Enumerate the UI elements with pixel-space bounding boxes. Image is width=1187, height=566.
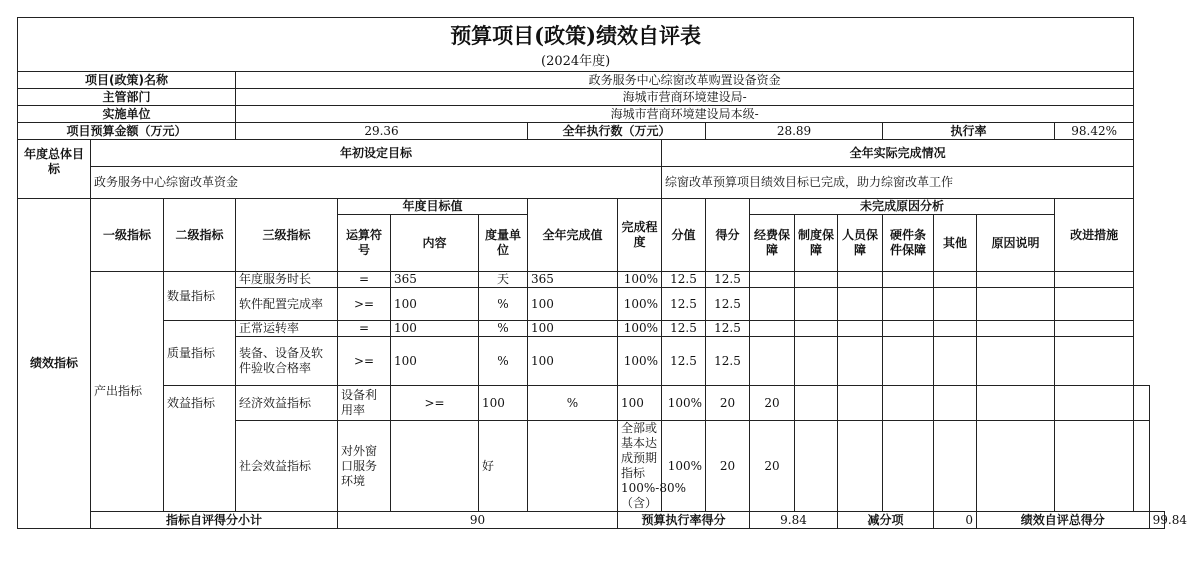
header-level2: 二级指标	[164, 199, 236, 272]
header-staff: 人员保障	[838, 215, 883, 272]
row-degree: 100%	[662, 386, 706, 421]
row-name: 年度服务时长	[236, 272, 338, 288]
cell-empty	[883, 337, 934, 386]
row-actual: 100	[528, 321, 618, 337]
row-actual: 100	[618, 386, 662, 421]
deduct-label: 减分项	[838, 512, 934, 529]
cell-empty	[838, 288, 883, 321]
row-score: 20	[706, 386, 750, 421]
row-got: 12.5	[706, 272, 750, 288]
row-content: 100	[391, 337, 479, 386]
cell-empty	[795, 288, 838, 321]
row-got: 12.5	[706, 337, 750, 386]
cell-empty	[1134, 386, 1149, 421]
perf-indicators-label: 绩效指标	[18, 199, 91, 529]
row-score: 12.5	[662, 288, 706, 321]
row-unit: 天	[479, 272, 528, 288]
header-improve: 改进措施	[1055, 199, 1134, 272]
header-op: 运算符号	[338, 215, 391, 272]
subtotal-label: 指标自评得分小计	[91, 512, 338, 529]
header-score: 分值	[662, 199, 706, 272]
header-content: 内容	[391, 215, 479, 272]
row-score: 12.5	[662, 272, 706, 288]
exec-rate: 98.42%	[1055, 123, 1134, 140]
cell-empty	[883, 386, 934, 421]
header-funding: 经费保障	[750, 215, 795, 272]
row-actual: 100	[528, 288, 618, 321]
initial-goal-label: 年初设定目标	[91, 140, 662, 167]
unit-label: 实施单位	[18, 106, 236, 123]
cell-empty	[934, 386, 977, 421]
dept-value: 海城市营商环境建设局-	[236, 89, 1134, 106]
row-score: 20	[706, 421, 750, 512]
fiscal-year: (2024年度)	[541, 54, 611, 69]
row-content: 好	[479, 421, 528, 512]
row-degree: 100%	[618, 321, 662, 337]
cell-empty	[883, 321, 934, 337]
self-evaluation-form	[17, 17, 1187, 529]
row-unit	[528, 421, 618, 512]
cell-empty	[838, 272, 883, 288]
header-reason: 原因说明	[977, 215, 1055, 272]
total-value: 99.84	[1149, 512, 1164, 529]
row-name: 对外窗口服务环境	[338, 421, 391, 512]
row-got: 20	[750, 386, 795, 421]
row-op	[391, 421, 479, 512]
cell-empty	[750, 288, 795, 321]
row-degree: 100%	[618, 288, 662, 321]
row-unit: %	[479, 337, 528, 386]
budget-amount: 29.36	[236, 123, 528, 140]
group-economic: 经济效益指标	[236, 386, 338, 421]
cell-empty	[977, 321, 1055, 337]
row-got: 20	[750, 421, 795, 512]
group-quality: 质量指标	[164, 321, 236, 386]
cell-empty	[977, 386, 1055, 421]
cell-empty	[1055, 272, 1134, 288]
page-title: 预算项目(政策)绩效自评表	[450, 23, 702, 48]
row-content: 365	[391, 272, 479, 288]
cell-empty	[934, 288, 977, 321]
header-level3: 三级指标	[236, 199, 338, 272]
row-op: =	[338, 272, 391, 288]
group-output: 产出指标	[91, 272, 164, 512]
dept-label: 主管部门	[18, 89, 236, 106]
cell-empty	[977, 337, 1055, 386]
cell-empty	[934, 337, 977, 386]
row-score: 12.5	[662, 321, 706, 337]
row-got: 12.5	[706, 321, 750, 337]
row-actual: 365	[528, 272, 618, 288]
cell-empty	[1055, 288, 1134, 321]
cell-empty	[883, 421, 934, 512]
row-unit: %	[479, 288, 528, 321]
row-actual: 全部或基本达成预期指标100%-80%（含）	[618, 421, 662, 512]
cell-empty	[838, 337, 883, 386]
row-name: 设备利用率	[338, 386, 391, 421]
cell-empty	[934, 421, 977, 512]
cell-empty	[934, 272, 977, 288]
exec-amount-label: 全年执行数（万元）	[528, 123, 706, 140]
header-degree: 完成程度	[618, 199, 662, 272]
group-benefit: 效益指标	[164, 386, 236, 512]
cell-empty	[750, 272, 795, 288]
cell-empty	[795, 272, 838, 288]
row-degree: 100%	[618, 272, 662, 288]
group-social: 社会效益指标	[236, 421, 338, 512]
project-name: 政务服务中心综窗改革购置设备资金	[236, 72, 1134, 89]
row-score: 12.5	[662, 337, 706, 386]
header-got: 得分	[706, 199, 750, 272]
unit-value: 海城市营商环境建设局本级-	[236, 106, 1134, 123]
cell-empty	[838, 421, 883, 512]
row-degree: 100%	[662, 421, 706, 512]
evaluation-table	[17, 17, 1187, 529]
row-content: 100	[479, 386, 528, 421]
cell-empty	[795, 386, 838, 421]
row-actual: 100	[528, 337, 618, 386]
cell-empty	[883, 272, 934, 288]
row-content: 100	[391, 288, 479, 321]
group-quantity: 数量指标	[164, 272, 236, 321]
cell-empty	[977, 288, 1055, 321]
cell-empty	[934, 321, 977, 337]
row-name: 软件配置完成率	[236, 288, 338, 321]
cell-empty	[838, 386, 883, 421]
deduct-value: 0	[934, 512, 977, 529]
row-degree: 100%	[618, 337, 662, 386]
cell-empty	[1055, 321, 1134, 337]
budget-score-label: 预算执行率得分	[618, 512, 750, 529]
cell-empty	[838, 321, 883, 337]
cell-empty	[750, 337, 795, 386]
header-hardware: 硬件条件保障	[883, 215, 934, 272]
header-level1: 一级指标	[91, 199, 164, 272]
row-got: 12.5	[706, 288, 750, 321]
cell-empty	[795, 421, 838, 512]
budget-score-value: 9.84	[750, 512, 838, 529]
header-system: 制度保障	[795, 215, 838, 272]
cell-empty	[1055, 421, 1134, 512]
row-unit: %	[479, 321, 528, 337]
actual-goal: 综窗改革预算项目绩效目标已完成，助力综窗改革工作	[662, 167, 1134, 199]
header-target: 年度目标值	[338, 199, 528, 215]
row-op: >=	[391, 386, 479, 421]
cell-empty	[1055, 337, 1134, 386]
row-op: >=	[338, 337, 391, 386]
total-label: 绩效自评总得分	[977, 512, 1150, 529]
cell-empty	[977, 421, 1055, 512]
cell-empty	[795, 337, 838, 386]
row-op: >=	[338, 288, 391, 321]
header-other: 其他	[934, 215, 977, 272]
row-name: 正常运转率	[236, 321, 338, 337]
cell-empty	[977, 272, 1055, 288]
exec-rate-label: 执行率	[883, 123, 1055, 140]
cell-empty	[750, 321, 795, 337]
subtotal-value: 90	[338, 512, 618, 529]
initial-goal: 政务服务中心综窗改革资金	[91, 167, 662, 199]
header-unit: 度量单位	[479, 215, 528, 272]
budget-amount-label: 项目预算金额（万元）	[18, 123, 236, 140]
row-name: 装备、设备及软件验收合格率	[236, 337, 338, 386]
row-unit: %	[528, 386, 618, 421]
row-content: 100	[391, 321, 479, 337]
cell-empty	[883, 288, 934, 321]
header-actual: 全年完成值	[528, 199, 618, 272]
project-name-label: 项目(政策)名称	[18, 72, 236, 89]
cell-empty	[795, 321, 838, 337]
header-unfinished: 未完成原因分析	[750, 199, 1055, 215]
row-op: =	[338, 321, 391, 337]
annual-goal-label: 年度总体目标	[18, 140, 91, 199]
exec-amount: 28.89	[706, 123, 883, 140]
actual-goal-label: 全年实际完成情况	[662, 140, 1134, 167]
cell-empty	[1134, 421, 1149, 512]
cell-empty	[1055, 386, 1134, 421]
